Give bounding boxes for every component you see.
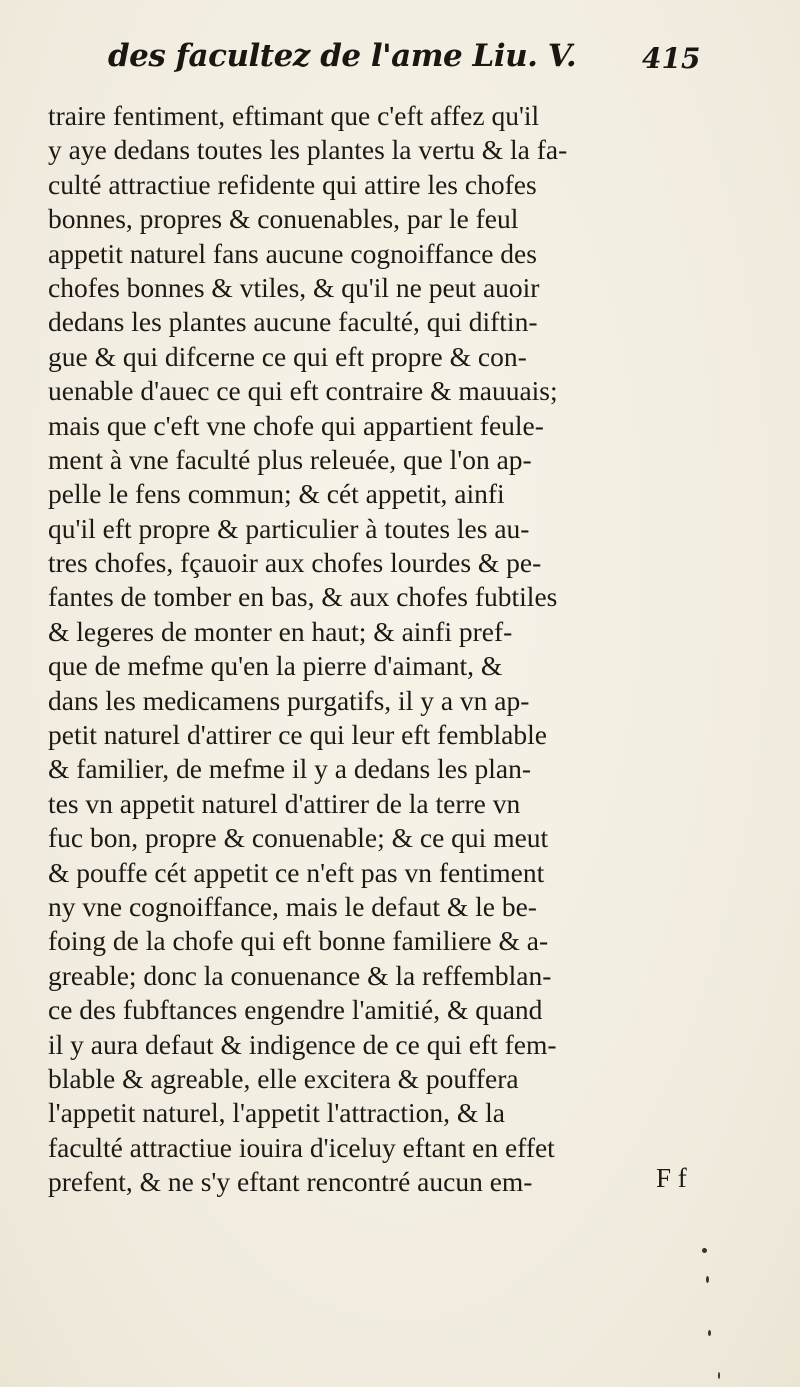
page-header [108, 38, 701, 98]
text-line: blable & agreable, elle excitera & pouffera [48, 1062, 519, 1094]
text-line: culté attractiue refidente qui attire les chofes [48, 168, 537, 200]
text-line: & legeres de monter en haut; & ainfi pref- [48, 615, 513, 647]
text-line: que de mefme qu'en la pierre d'aimant, & [48, 650, 503, 682]
text-line: dedans les plantes aucune faculté, qui diftin- [48, 306, 538, 338]
text-line: greable; donc la conuenance & la reffemblan- [48, 959, 552, 991]
text-line: prefent, & ne s'y eftant rencontré aucun em- [48, 1166, 533, 1198]
running-title: des facultez de l'ame Liu. V. [108, 38, 577, 74]
text-line: pelle le fens commun; & cét appetit, ainfi [48, 478, 505, 510]
text-line: bonnes, propres & conuenables, par le feul [48, 203, 519, 235]
text-line: ny vne cognoiffance, mais le defaut & le be- [48, 890, 537, 922]
body-text [48, 99, 748, 1200]
text-line: ment à vne faculté plus releuée, que l'on ap- [48, 443, 532, 475]
page-number: 415 [642, 42, 701, 75]
text-line: l'appetit naturel, l'appetit l'attraction, & la [48, 1097, 505, 1129]
text-line: tes vn appetit naturel d'attirer de la terre vn [48, 787, 521, 819]
text-line: appetit naturel fans aucune cognoiffance des [48, 237, 537, 269]
text-line: il y aura defaut & indigence de ce qui eft fem- [48, 1028, 557, 1060]
text-line: dans les medicamens purgatifs, il y a vn ap- [48, 684, 530, 716]
text-line: & pouffe cét appetit ce n'eft pas vn fentiment [48, 856, 545, 888]
ink-speck [718, 1372, 720, 1379]
catchword: F f [656, 1163, 687, 1193]
text-line: traire fentiment, eftimant que c'eft affez qu'il [48, 100, 540, 131]
text-line: tres chofes, fçauoir aux chofes lourdes & pe- [48, 547, 542, 579]
text-line: chofes bonnes & vtiles, & qu'il ne peut auoir [48, 271, 540, 303]
text-line: mais que c'eft vne chofe qui appartient feule- [48, 409, 544, 441]
text-line: qu'il eft propre & particulier à toutes les au- [48, 512, 530, 544]
ink-speck [702, 1248, 707, 1253]
text-line: foing de la chofe qui eft bonne familiere & a- [48, 925, 549, 957]
text-line: gue & qui difcerne ce qui eft propre & con- [48, 340, 527, 372]
text-line: faculté attractiue iouira d'iceluy eftant en effet [48, 1131, 555, 1163]
text-line: uenable d'auec ce qui eft contraire & mauuais; [48, 375, 558, 407]
text-line: fuc bon, propre & conuenable; & ce qui meut [48, 822, 549, 854]
ink-speck [708, 1330, 711, 1336]
text-line: petit naturel d'attirer ce qui leur eft femblable [48, 719, 547, 751]
text-line: & familier, de mefme il y a dedans les plan- [48, 753, 532, 785]
text-line: y aye dedans toutes les plantes la vertu & la fa- [48, 134, 568, 166]
text-line: ce des fubftances engendre l'amitié, & quand [48, 994, 543, 1026]
text-line: fantes de tomber en bas, & aux chofes fubtiles [48, 581, 558, 613]
ink-speck [706, 1276, 709, 1283]
